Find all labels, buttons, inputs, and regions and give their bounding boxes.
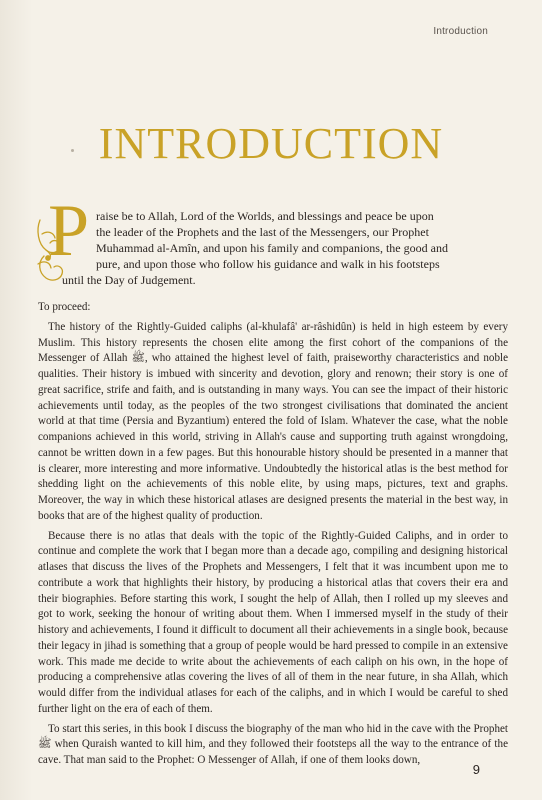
paragraph-1: The history of the Rightly-Guided caliphs (al-khulafâ' ar-râshidûn) is held in high esteem by every Muslim. This history represents the chosen elite among the first cohort of the companions of the Messenger of Allah ﷺ, who attained the highest level of faith, praiseworthy characteristics and noble qualities. Their history is imbued with sincerity and devotion, glory and renown; their story is one of great sacrifice, strife and faith, and is outstanding in many ways. You can see the impact of their historic achievements until today, as the peoples of the two strongest civilisations that dominated the ancient world at that time (Persia and Byzantium) entered the fold of Islam. Whatever the case, what the noble companions achieved in this world, striving in Allah's cause and supporting truth against wrongdoing, cannot be written down in a few pages. But this honourable history should be presented in a manner that is clearer, more interesting and more informative. Undoubtedly the historical atlas is the best method for shedding light on the achievements of this noble elite, by using maps, pictures, text and graphs. Moreover, the way in which these historical atlases are designed presents the material in the best way, in books that are of the highest quality of production. (38, 320, 509, 522)
body-text (38, 300, 508, 769)
running-head: Introduction (433, 26, 488, 37)
opening-paragraph (34, 190, 504, 292)
opening-line-2: the leader of the Prophets and the last of the Messengers, our Prophet (96, 225, 429, 239)
paragraph-2: Because there is no atlas that deals with the topic of the Rightly-Guided Caliphs, and in order to continue and complete the work that I began more than a decade ago, compiling and designing historical atlases that discuss the lives of the Prophets and Messengers, I felt that it was incumbent upon me to contribute a work that highlights their history, by producing a historical atlas that covers their era and their biographies. Before starting this work, I sought the help of Allah, then I rolled up my sleeves and got to work, seeking the honour of writing about them. When I immersed myself in the study of their history and achievements, I found it difficult to document all their achievements in a single book, because their legacy in jihad is something that a group of people would be hard pressed to compile in an extensive work. This made me decide to write about the achievements of each caliph on his own, in the hope of producing a comprehensive atlas covering the lives of all of them in the near future, in sha Allah, which would differ from the individual atlases for each of the caliphs, and in which I would be careful to shed further light on the era of each of them. (38, 529, 508, 715)
opening-line-5: until the Day of Judgement. (62, 273, 196, 287)
drop-cap-letter: P (48, 190, 90, 272)
opening-line-1: raise be to Allah, Lord of the Worlds, and blessings and peace be upon (96, 209, 434, 223)
paragraph-lead: To proceed: (38, 301, 91, 313)
opening-line-3: Muhammad al-Amîn, and upon his family and companions, the good and (96, 241, 448, 255)
chapter-title: INTRODUCTION (98, 119, 444, 168)
page-number: 9 (472, 762, 480, 777)
drop-cap (34, 190, 92, 280)
paragraph-3: To start this series, in this book I discuss the biography of the man who hid in the cave with the Prophet ﷺ when Quraish wanted to kill him, and they followed their footsteps all the way to the entrance of the cave. That man said to the Prophet: O Messenger of Allah, if one of them looks down, (38, 722, 508, 766)
opening-line-4: pure, and upon those who follow his guidance and walk in his footsteps (96, 257, 440, 271)
